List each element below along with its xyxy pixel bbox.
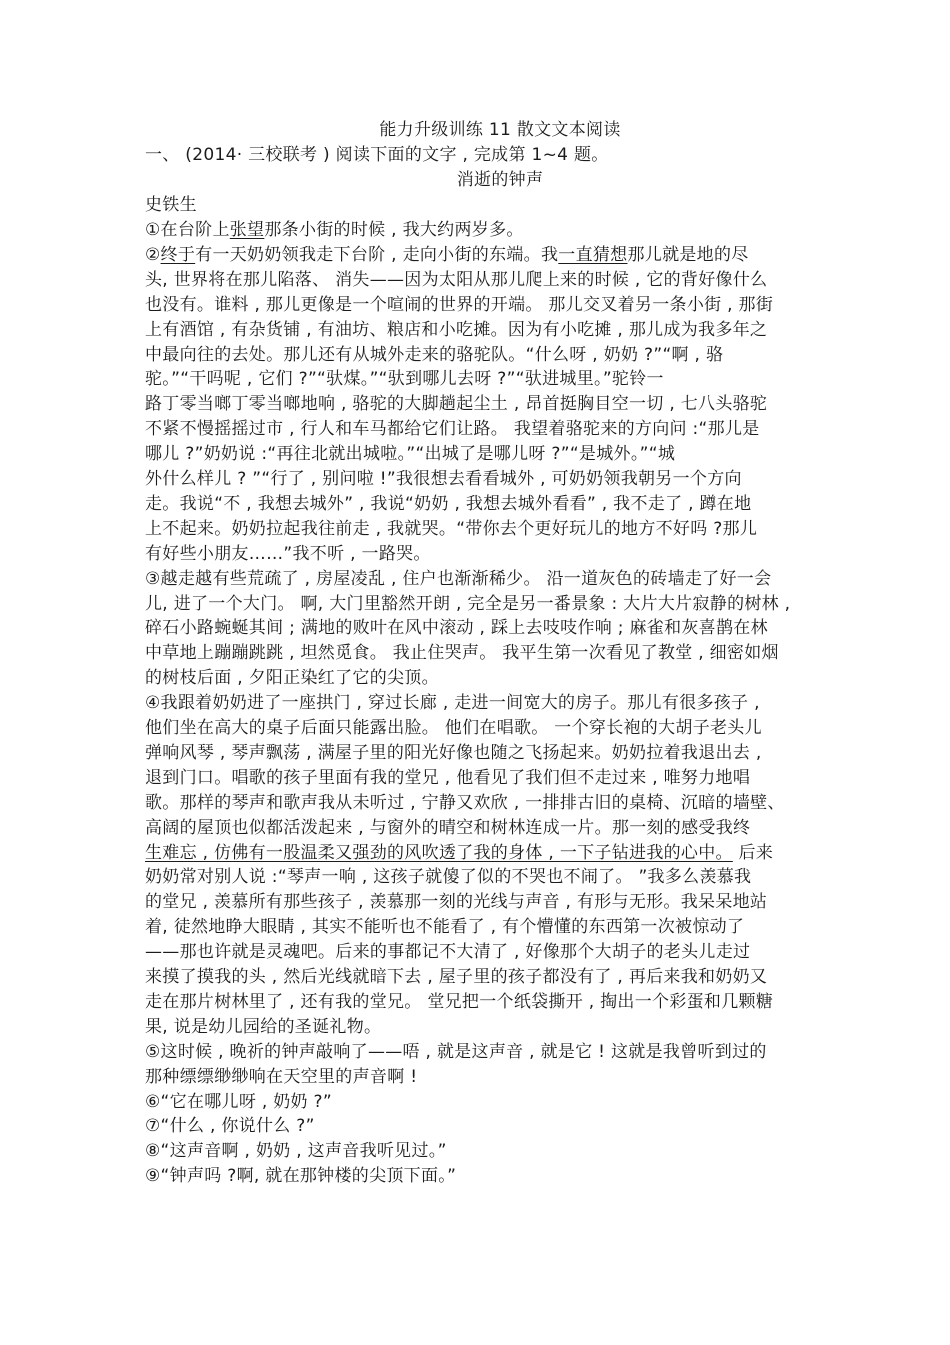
line-text: ①在台阶上 — [145, 220, 230, 240]
line-text: 弹响风琴 , 琴声飘荡 , 满屋子里的阳光好像也随之飞扬起来。奶奶拉着我退出去 , — [145, 742, 762, 763]
line-text: 来摸了摸我的头 , 然后光线就暗下去 , 屋子里的孩子都没有了 , 再后来我和奶奶又 — [145, 967, 768, 987]
line-text: 的树枝后面 , 夕阳正染红了它的尖顶。 — [145, 668, 439, 689]
essay-line — [145, 1040, 825, 1064]
line-text: 外什么样儿 ? ”“行了 , 别问啦 !”我很想去看看城外 , 可奶奶领我朝另一个方向 — [145, 469, 742, 489]
essay-line — [145, 865, 825, 889]
essay-line — [145, 915, 825, 939]
line-text: 着, 徒然地睁大眼睛 , 其实不能听也不能看了 , 有个懵懂的东西第一次被惊动了 — [145, 917, 745, 938]
essay-line — [145, 890, 825, 914]
line-text: 路丁零当啷丁零当啷地响 , 骆驼的大脚趟起尘土 , 昂首挺胸目空一切 , 七八头骆驼 — [145, 394, 768, 415]
essay-line — [145, 1065, 825, 1089]
essay-line — [145, 841, 825, 865]
essay-line — [145, 343, 825, 367]
essay-line — [145, 1114, 825, 1138]
essay-line — [145, 816, 825, 840]
underlined-text: 张望 — [229, 220, 265, 240]
essay-author: 史铁生 — [145, 195, 197, 215]
line-text: ⑤这时候 , 晚祈的钟声敲响了——唔 , 就是这声音 , 就是它 ! 这就是我曾听到过的 — [145, 1041, 767, 1062]
line-text: 后来 — [732, 842, 774, 863]
line-text: ⑦“什么 , 你说什么 ?” — [145, 1116, 315, 1137]
essay-line — [145, 542, 825, 566]
line-text: 走在那片树林里了 , 还有我的堂兄。 堂兄把一个纸袋撕开 , 掏出一个彩蛋和几颗糖 — [145, 991, 774, 1012]
essay-line — [145, 616, 825, 640]
essay-line — [145, 293, 825, 317]
line-text: 上不起来。奶奶拉起我往前走 , 我就哭。“带你去个更好玩儿的地方不好吗 ?那儿 — [145, 518, 758, 539]
essay-line — [145, 791, 825, 815]
line-text: 的堂兄 , 羡慕所有那些孩子 , 羡慕那一刻的光线与声音 , 有形与无形。我呆呆地站 — [145, 892, 768, 913]
line-text: 果, 说是幼儿园给的圣诞礼物。 — [145, 1016, 382, 1037]
essay-line — [145, 716, 825, 740]
line-text: 退到门口。唱歌的孩子里面有我的堂兄 , 他看见了我们但不走过来 , 唯努力地唱 — [145, 767, 751, 788]
line-text: 碎石小路蜿蜒其间 ; 满地的败叶在风中滚动 , 踩上去吱吱作响 ; 麻雀和灰喜鹊在林 — [145, 618, 768, 639]
line-text: 那种缥缥缈缈响在天空里的声音啊 ! — [145, 1066, 418, 1087]
line-text: 头, 世界将在那儿陷落、 消失——因为太阳从那儿爬上来的时候 , 它的背好像什么 — [145, 269, 768, 290]
essay-line — [145, 592, 825, 616]
line-text: ⑨“钟声吗 ?啊, 就在那钟楼的尖顶下面。” — [145, 1166, 457, 1187]
essay-line — [145, 318, 825, 342]
essay-line — [145, 268, 825, 292]
essay-line — [145, 641, 825, 665]
essay-title: 消逝的钟声 — [456, 170, 544, 190]
line-text: 那儿就是地的尽 — [627, 244, 749, 265]
essay-line — [145, 1015, 825, 1039]
essay-line — [145, 691, 825, 715]
essay-line — [145, 467, 825, 491]
line-text: 高阔的屋顶也似都活泼起来 , 与窗外的晴空和树林连成一片。那一刻的感受我终 — [145, 817, 751, 838]
essay-line — [145, 940, 825, 964]
essay-line — [145, 392, 825, 416]
line-text: 哪儿 ?”奶奶说 :“再往北就出城啦。”“出城了是哪儿呀 ?”“是城外。”“城 — [145, 444, 676, 465]
line-text: 儿, 进了一个大门。 啊, 大门里豁然开朗 , 完全是另一番景象 : 大片大片寂静的树林 , — [145, 593, 791, 614]
essay-line — [145, 517, 825, 541]
essay-line — [145, 243, 825, 267]
line-text: 走。我说“不 , 我想去城外” , 我说“奶奶 , 我想去城外看看” , 我不走了 , 蹲在地 — [145, 493, 752, 514]
line-text: 也没有。谁料 , 那儿更像是一个喧闹的世界的开端。 那儿交叉着另一条小街 , 那街 — [145, 294, 774, 315]
essay-line — [145, 666, 825, 690]
essay-line — [145, 741, 825, 765]
line-text: 中草地上蹦蹦跳跳 , 坦然觅食。 我止住哭声。 我平生第一次看见了教堂 , 细密如烟 — [145, 643, 779, 664]
line-text: 驼。”“干吗呢 , 它们 ?”“驮煤。”“驮到哪儿去呀 ?”“驮进城里。”驼铃一 — [145, 369, 664, 390]
line-text: ——那也许就是灵魂吧。后来的事都记不大清了 , 好像那个大胡子的老头儿走过 — [145, 942, 751, 963]
essay-line — [145, 766, 825, 790]
page-title: 能力升级训练 11 散文文本阅读 — [379, 120, 621, 140]
essay-line — [145, 567, 825, 591]
essay-line — [145, 417, 825, 441]
underlined-text: 生难忘 , 仿佛有一股温柔又强劲的风吹透了我的身体 , 一下子钻进我的心中。 — [145, 842, 733, 863]
essay-line — [145, 1090, 825, 1114]
essay-line — [145, 990, 825, 1014]
line-text: 歌。那样的琴声和歌声我从未听过 , 宁静又欢欣 , 一排排古旧的桌椅、沉暗的墙壁、 — [145, 792, 785, 813]
line-text: ② — [145, 244, 161, 265]
underlined-text: 一直猜想 — [558, 244, 628, 265]
underlined-text: 终于 — [160, 244, 196, 265]
essay-line — [145, 367, 825, 391]
question-instruction: 一、 (2014· 三校联考 ) 阅读下面的文字 , 完成第 1~4 题。 — [145, 145, 609, 165]
line-text: ⑥“它在哪儿呀 , 奶奶 ?” — [145, 1091, 332, 1112]
line-text: 他们坐在高大的桌子后面只能露出脸。 他们在唱歌。 一个穿长袍的大胡子老头儿 — [145, 718, 762, 738]
line-text: ③越走越有些荒疏了 , 房屋凌乱 , 住户也渐渐稀少。 沿一道灰色的砖墙走了好一会 — [145, 568, 772, 589]
line-text: 中最向往的去处。那儿还有从城外走来的骆驼队。“什么呀 , 奶奶 ?”“啊 , 骆 — [145, 344, 724, 365]
line-text: 有一天奶奶领我走下台阶 , 走向小街的东端。我 — [195, 244, 559, 265]
essay-line — [145, 1164, 825, 1188]
line-text: 奶奶常对别人说 :“琴声一响 , 这孩子就傻了似的不哭也不闹了。 ”我多么羡慕我 — [145, 867, 752, 888]
line-text: 不紧不慢摇摇过市 , 行人和车马都给它们让路。 我望着骆驼来的方向问 :“那儿是 — [145, 419, 760, 440]
essay-line — [145, 442, 825, 466]
essay-line — [145, 965, 825, 989]
line-text: 有好些小朋友……”我不听 , 一路哭。 — [145, 543, 431, 564]
line-text: 上有酒馆 , 有杂货铺 , 有油坊、粮店和小吃摊。因为有小吃摊 , 那儿成为我多年之 — [145, 319, 768, 340]
line-text: 那条小街的时候 , 我大约两岁多。 — [264, 220, 524, 240]
line-text: ⑧“这声音啊 , 奶奶 , 这声音我听见过。” — [145, 1141, 447, 1162]
line-text: ④我跟着奶奶进了一座拱门 , 穿过长廊 , 走进一间宽大的房子。那儿有很多孩子 , — [145, 693, 760, 714]
essay-line — [145, 492, 825, 516]
essay-line — [145, 1139, 825, 1163]
essay-line — [145, 218, 825, 242]
